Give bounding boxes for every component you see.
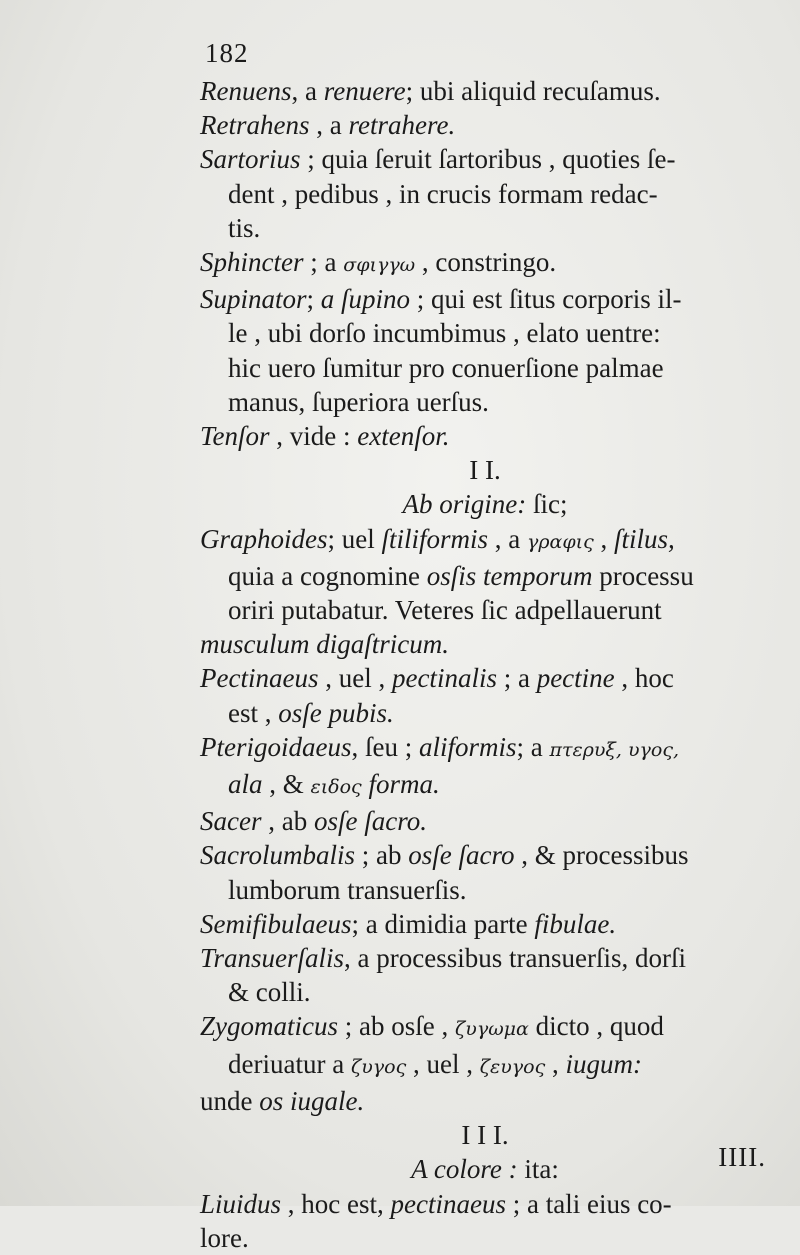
text: , ab bbox=[261, 806, 314, 837]
entry-graphoides bbox=[200, 522, 770, 662]
text: ; ab bbox=[355, 840, 409, 871]
text bbox=[200, 767, 770, 804]
text: le , ubi dorſo incumbimus , elato uentre: bbox=[228, 318, 661, 349]
text: lumborum transuerſis. bbox=[228, 874, 467, 905]
section-numeral-2: I I. bbox=[469, 455, 501, 486]
text bbox=[200, 559, 770, 593]
text: iugum: bbox=[565, 1048, 642, 1079]
text: , a bbox=[291, 76, 324, 106]
term: Supinator bbox=[200, 284, 307, 315]
section-subtitle-3 bbox=[200, 1152, 770, 1186]
text: ſtilus, bbox=[614, 523, 675, 554]
entry-tensor bbox=[200, 419, 770, 453]
term: Pterigoidaeus bbox=[200, 731, 352, 762]
term: Pectinaeus bbox=[200, 663, 319, 694]
text: deriuatur a bbox=[228, 1048, 351, 1079]
text: , constringo. bbox=[415, 247, 557, 278]
text: dent , pedibus , in crucis formam redac- bbox=[228, 178, 658, 209]
term: Liuidus bbox=[200, 1188, 282, 1219]
greek-text: ειδος bbox=[310, 776, 362, 799]
text: dicto , quod bbox=[528, 1011, 664, 1042]
page-text bbox=[200, 74, 770, 1255]
entry-liuidus bbox=[200, 1187, 770, 1255]
entry-sacrolumbalis bbox=[200, 838, 770, 906]
text: pectine bbox=[536, 663, 615, 694]
text: osſis temporum bbox=[426, 560, 593, 591]
text: fibulae. bbox=[534, 908, 617, 939]
entry-renuens bbox=[200, 74, 770, 108]
text bbox=[200, 1047, 770, 1084]
entry-sphincter bbox=[200, 245, 770, 282]
text: ; uel bbox=[327, 523, 382, 554]
term: Transuerſalis bbox=[200, 943, 345, 974]
term: Semifibulaeus bbox=[200, 908, 352, 939]
text: ſtiliformis bbox=[381, 523, 489, 554]
text: processu bbox=[592, 560, 694, 591]
text: musculum digaſtricum. bbox=[200, 629, 449, 660]
text: Ab origine: bbox=[402, 489, 527, 520]
text: pectinaeus bbox=[390, 1188, 506, 1219]
text: renuere bbox=[323, 76, 406, 106]
text: , hoc est, bbox=[281, 1188, 391, 1219]
section-subtitle-2 bbox=[200, 487, 770, 521]
text: A colore : bbox=[411, 1154, 518, 1185]
text: , hoc bbox=[614, 663, 674, 694]
entry-transuersalis bbox=[200, 941, 770, 1009]
greek-text: ζευγος bbox=[479, 1055, 546, 1078]
text bbox=[200, 1084, 770, 1118]
text: ; a bbox=[516, 731, 550, 762]
greek-text: σφιγγω bbox=[343, 254, 416, 277]
text: ; ubi aliquid recuſamus. bbox=[405, 76, 661, 106]
entry-zygomaticus bbox=[200, 1009, 770, 1118]
text: osſe ſacro. bbox=[313, 806, 427, 837]
text: , bbox=[593, 523, 615, 554]
text: , bbox=[545, 1048, 566, 1079]
term: Sacrolumbalis bbox=[200, 840, 355, 871]
text: , a processibus transuerſis, dorſi bbox=[344, 943, 686, 974]
text: ; a dimidia parte bbox=[351, 908, 535, 939]
text: os iugale. bbox=[259, 1085, 365, 1116]
term: Sphincter bbox=[200, 247, 304, 278]
text: ; bbox=[306, 284, 321, 315]
text: est , bbox=[228, 697, 279, 728]
text: retrahere. bbox=[348, 110, 456, 141]
entry-pterigoidaeus bbox=[200, 730, 770, 804]
entry-semifibulaeus bbox=[200, 907, 770, 941]
term: Renuens bbox=[200, 76, 292, 106]
text: ſic; bbox=[526, 489, 568, 520]
text: , vide : bbox=[269, 421, 358, 452]
term: Zygomaticus bbox=[200, 1011, 338, 1042]
text: unde bbox=[200, 1085, 260, 1116]
text bbox=[200, 696, 770, 730]
text: hic uero ſumitur pro conuerſione palmae bbox=[228, 352, 664, 383]
term: Graphoides bbox=[200, 523, 328, 554]
text: & colli. bbox=[228, 977, 311, 1008]
text: forma. bbox=[368, 769, 440, 800]
term: Sacer bbox=[200, 806, 262, 837]
text: , & processibus bbox=[514, 840, 689, 871]
text: , a bbox=[488, 523, 528, 554]
catchword: IIII. bbox=[718, 1142, 766, 1172]
greek-text: ζυγωμα bbox=[454, 1018, 529, 1041]
greek-text: πτερυξ, υγος, bbox=[549, 738, 679, 761]
text: aliformis bbox=[418, 731, 517, 762]
entry-pectinaeus bbox=[200, 661, 770, 729]
text: , uel , bbox=[406, 1048, 480, 1079]
text: , & bbox=[262, 769, 311, 800]
text: ; quia ſeruit ſartoribus , quoties ſe- bbox=[300, 144, 676, 175]
text: lore. bbox=[200, 1222, 249, 1253]
section-numeral-3: I I I. bbox=[461, 1120, 509, 1151]
term: Tenſor bbox=[200, 421, 270, 452]
entry-sartorius bbox=[200, 142, 770, 245]
text: ; qui est ſitus corporis il- bbox=[410, 284, 682, 315]
text: osſe ſacro bbox=[408, 840, 515, 871]
text: tis. bbox=[228, 212, 261, 243]
term: Retrahens bbox=[200, 110, 310, 141]
text: ; a bbox=[303, 247, 344, 278]
text: a ſupino bbox=[320, 284, 411, 315]
text: , ſeu ; bbox=[351, 731, 419, 762]
page-number: 182 bbox=[205, 38, 249, 68]
text: , a bbox=[309, 110, 349, 141]
text: extenſor. bbox=[357, 421, 450, 452]
text: ita: bbox=[517, 1154, 559, 1185]
term: Sartorius bbox=[200, 144, 301, 175]
text: ; a bbox=[496, 663, 537, 694]
greek-text: ζυγος bbox=[350, 1055, 407, 1078]
text: ; ab osſe , bbox=[338, 1011, 455, 1042]
text: , uel , bbox=[318, 663, 392, 694]
text: manus, ſuperiora uerſus. bbox=[228, 386, 489, 417]
text: pectinalis bbox=[391, 663, 497, 694]
text: oriri putabatur. Veteres ſic adpellauerunt bbox=[228, 595, 662, 626]
text: osſe pubis. bbox=[278, 697, 394, 728]
entry-supinator bbox=[200, 282, 770, 419]
greek-text: γραφις bbox=[527, 530, 594, 553]
text: ; a tali eius co- bbox=[505, 1188, 672, 1219]
entry-retrahens bbox=[200, 108, 770, 142]
entry-sacer bbox=[200, 804, 770, 838]
text: ala bbox=[228, 769, 263, 800]
text: quia a cognomine bbox=[228, 560, 427, 591]
